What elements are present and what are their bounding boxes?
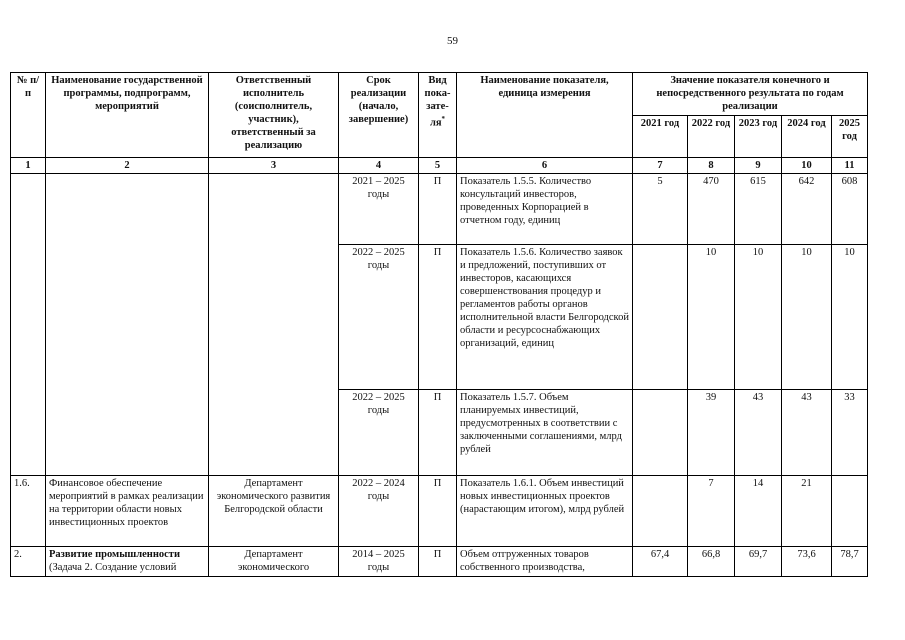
period-cell: 2021 – 2025 годы [339,174,419,245]
header-year-2025: 2025 год [832,116,868,158]
column-number: 8 [688,158,735,174]
type-cell: П [419,390,457,476]
header-num: № п/п [11,73,46,158]
type-cell: П [419,547,457,577]
column-number: 2 [46,158,209,174]
value-2025: 33 [832,390,868,476]
value-2025: 10 [832,245,868,390]
value-2021 [633,476,688,547]
header-indicator-type: Вид пока-зате-ля* [419,73,457,158]
indicator-cell: Показатель 1.5.6. Количество заявок и предложений, поступивших от инвесторов, касающихся совершенствования процедур и регламентов работы органов исполнительной власти Белгородской области и ресурсоснабжающих организаций, единиц [457,245,633,390]
period-cell: 2022 – 2025 годы [339,390,419,476]
value-2022: 7 [688,476,735,547]
column-number: 5 [419,158,457,174]
name-cell-empty [46,174,209,476]
value-2024: 73,6 [782,547,832,577]
column-number: 10 [782,158,832,174]
table-row [11,547,868,577]
value-2022: 470 [688,174,735,245]
indicators-table [10,72,868,577]
value-2023: 10 [735,245,782,390]
type-cell: П [419,174,457,245]
name-cell [46,547,209,577]
num-cell: 1.6. [11,476,46,547]
column-number: 3 [209,158,339,174]
value-2023: 43 [735,390,782,476]
value-2025: 608 [832,174,868,245]
value-2024: 642 [782,174,832,245]
value-2024: 21 [782,476,832,547]
header-year-2024: 2024 год [782,116,832,158]
indicator-cell: Показатель 1.5.5. Количество консультаций инвесторов, проведенных Корпорацией в отчетном году, единиц [457,174,633,245]
value-2021 [633,245,688,390]
column-number: 11 [832,158,868,174]
value-2022: 10 [688,245,735,390]
column-number: 6 [457,158,633,174]
value-2024: 43 [782,390,832,476]
name-cell: Финансовое обеспечение мероприятий в рамках реализации на территории области новых инвестиционных проектов [46,476,209,547]
header-program-name: Наименование государственной программы, подпрограмм, мероприятий [46,73,209,158]
value-2025 [832,476,868,547]
value-2023: 69,7 [735,547,782,577]
indicator-cell: Показатель 1.6.1. Объем инвестиций новых инвестиционных проектов (нарастающим итогом), млрд рублей [457,476,633,547]
header-year-2021: 2021 год [633,116,688,158]
value-2023: 615 [735,174,782,245]
type-cell: П [419,476,457,547]
responsible-cell: Департамент экономического [209,547,339,577]
program-task: (Задача 2. Создание условий [49,562,177,573]
table-row [11,476,868,547]
period-cell: 2022 – 2025 годы [339,245,419,390]
value-2021: 5 [633,174,688,245]
header-indicator-name: Наименование показателя, единица измерения [457,73,633,158]
value-2022: 66,8 [688,547,735,577]
header-year-2023: 2023 год [735,116,782,158]
value-2024: 10 [782,245,832,390]
period-cell: 2022 – 2024 годы [339,476,419,547]
type-cell: П [419,245,457,390]
num-cell: 2. [11,547,46,577]
column-numbers-row [11,158,868,174]
header-period: Срок реализации (начало, завершение) [339,73,419,158]
indicator-cell: Объем отгруженных товаров собственного производства, [457,547,633,577]
header-values-group: Значение показателя конечного и непосредственного результата по годам реализации [633,73,868,116]
period-cell: 2014 – 2025 годы [339,547,419,577]
program-title: Развитие промышленности [49,549,181,560]
column-number: 1 [11,158,46,174]
header-responsible: Ответственный исполнитель (соисполнитель, участник), ответственный за реализацию [209,73,339,158]
column-number: 9 [735,158,782,174]
value-2023: 14 [735,476,782,547]
value-2021 [633,390,688,476]
value-2022: 39 [688,390,735,476]
value-2021: 67,4 [633,547,688,577]
num-cell-empty [11,174,46,476]
column-number: 4 [339,158,419,174]
indicator-cell: Показатель 1.5.7. Объем планируемых инвестиций, предусмотренных в соответствии с заключенными соглашениями, млрд рублей [457,390,633,476]
page-number: 59 [447,35,458,47]
header-year-2022: 2022 год [688,116,735,158]
table-row [11,174,868,245]
column-number: 7 [633,158,688,174]
responsible-cell: Департамент экономического развития Белгородской области [209,476,339,547]
responsible-cell-empty [209,174,339,476]
value-2025: 78,7 [832,547,868,577]
